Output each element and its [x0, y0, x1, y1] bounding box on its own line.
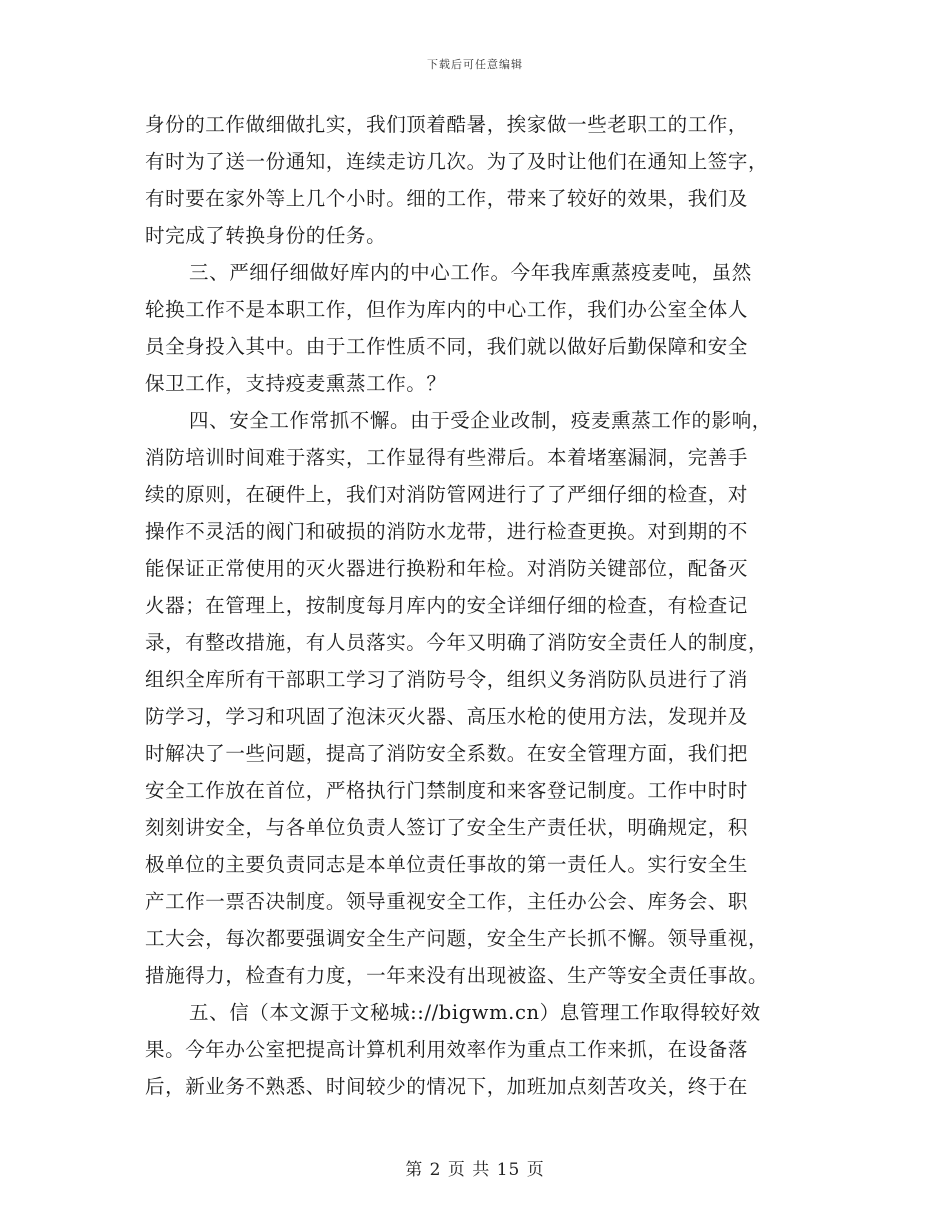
text-line: 有时要在家外等上几个小时。细的工作，带来了较好的效果，我们及	[145, 187, 749, 210]
text-line: 时完成了转换身份的任务。	[145, 224, 387, 247]
text-line: 火器；在管理上，按制度每月库内的安全详细仔细的检查，有检查记	[145, 594, 749, 617]
text-line: 身份的工作做细做扎实，我们顶着酷暑，挨家做一些老职工的工作，	[145, 113, 749, 136]
text-line: 安全工作放在首位，严格执行门禁制度和来客登记制度。工作中时时	[145, 779, 749, 802]
text-line: 员全身投入其中。由于工作性质不同，我们就以做好后勤保障和安全	[145, 335, 749, 358]
text-line: 续的原则，在硬件上，我们对消防管网进行了了严细仔细的检查，对	[145, 483, 749, 506]
text-line: 果。今年办公室把提高计算机利用效率作为重点工作来抓，在设备落	[145, 1038, 749, 1061]
text-line: 产工作一票否决制度。领导重视安全工作，主任办公会、库务会、职	[145, 890, 749, 913]
paragraph-start-line: 三、严细仔细做好库内的中心工作。今年我库熏蒸疫麦吨，虽然	[189, 261, 752, 284]
text-line: 防学习，学习和巩固了泡沫灭火器、高压水枪的使用方法，发现并及	[145, 705, 749, 728]
page-header: 下载后可任意编辑	[427, 58, 523, 71]
paragraph-start-line: 五、信（本文源于文秘城:://bigwm.cn）息管理工作取得较好效	[189, 1001, 761, 1024]
text-line: 时解决了一些问题，提高了消防安全系数。在安全管理方面，我们把	[145, 742, 749, 765]
text-line: 组织全库所有干部职工学习了消防号令，组织义务消防队员进行了消	[145, 668, 749, 691]
text-line: 消防培训时间难于落实，工作显得有些滞后。本着堵塞漏洞，完善手	[145, 446, 749, 469]
text-line: 后，新业务不熟悉、时间较少的情况下，加班加点刻苦攻关，终于在	[145, 1075, 749, 1098]
text-line: 操作不灵活的阀门和破损的消防水龙带，进行检查更换。对到期的不	[145, 520, 749, 543]
paragraph-start-line: 四、安全工作常抓不懈。由于受企业改制，疫麦熏蒸工作的影响，	[189, 409, 772, 432]
document-body	[145, 106, 815, 1105]
text-line: 极单位的主要负责同志是本单位责任事故的第一责任人。实行安全生	[145, 853, 749, 876]
text-line: 能保证正常使用的灭火器进行换粉和年检。对消防关键部位，配备灭	[145, 557, 749, 580]
page-number-footer: 第 2 页 共 15 页	[405, 1160, 545, 1180]
text-line: 工大会，每次都要强调安全生产问题，安全生产长抓不懈。领导重视，	[145, 927, 769, 950]
text-line: 录，有整改措施，有人员落实。今年又明确了消防安全责任人的制度，	[145, 631, 769, 654]
text-line: 有时为了送一份通知，连续走访几次。为了及时让他们在通知上签字，	[145, 150, 769, 173]
text-line: 刻刻讲安全，与各单位负责人签订了安全生产责任状，明确规定，积	[145, 816, 749, 839]
text-line: 轮换工作不是本职工作，但作为库内的中心工作，我们办公室全体人	[145, 298, 749, 321]
text-line: 保卫工作，支持疫麦熏蒸工作。？	[145, 372, 447, 395]
text-line: 措施得力，检查有力度，一年来没有出现被盗、生产等安全责任事故。	[145, 964, 769, 987]
